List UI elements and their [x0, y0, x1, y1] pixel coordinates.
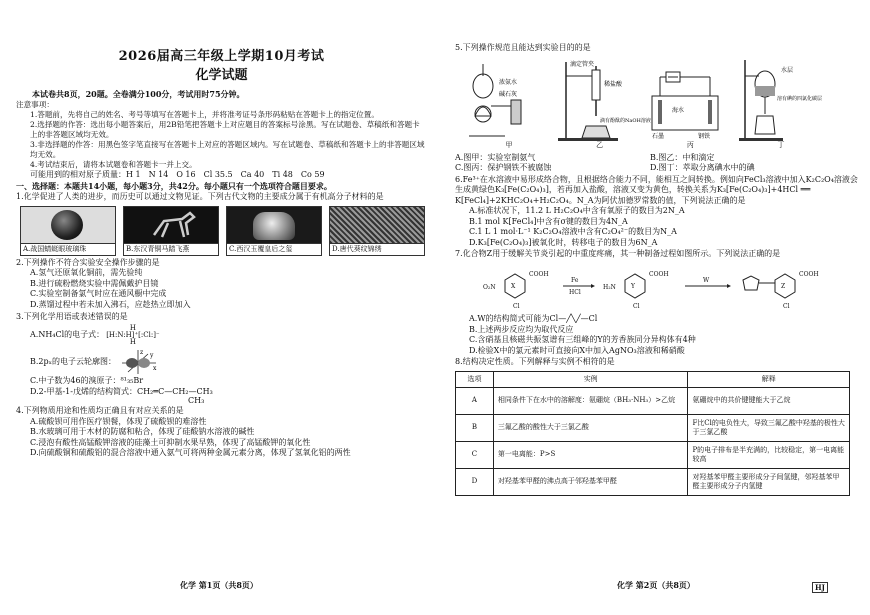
note-1: 1.答题前，先将自己的姓名、考号等填写在答题卡上，并将准考证号条形码粘贴在答题卡上的指定位置。	[30, 109, 379, 119]
svg-text:HCl: HCl	[569, 289, 581, 297]
q2-option-b[interactable]: B.进行硫粉燃烧实验中需佩戴护目镜	[30, 278, 159, 288]
table-row[interactable]: A 相同条件下在水中的溶解度：氨硼烷（BH₃·NH₃）>乙烷 氨硼烷中的共价键键能大于乙烷	[456, 387, 850, 414]
q3-option-d[interactable]: D.2-甲基-1-戊烯的结构简式：CH₂═C—CH₂—CH₃ CH₃	[16, 387, 427, 406]
jade-seal-image	[227, 207, 321, 243]
q1-option-c[interactable]	[226, 206, 322, 256]
axis-x-label: x	[153, 365, 157, 373]
q4-option-b[interactable]: B.水玻璃可用于木材的防腐和粘合，体现了硅酸钠水溶液的碱性	[30, 427, 255, 437]
q8-table-header	[456, 371, 850, 387]
col-header-option: 选项	[456, 371, 494, 387]
svg-text:COOH: COOH	[649, 271, 669, 279]
q2-option-d[interactable]: D.蒸馏过程中若未加入沸石，应趁热立即加入	[30, 300, 191, 310]
svg-text:Cl: Cl	[513, 303, 520, 311]
note-2: 2.选择题的作答：选出每小题答案后，用2B铅笔把答题卡上对应题目的答案标号涂黑。写在试题卷、草稿纸和答题卡上的非答题区域均无效。	[30, 119, 420, 139]
q5-option-d[interactable]: D.图丁：萃取分离碘水中的碘	[650, 163, 755, 173]
q7-stem: 7.化合物Z用于缓解关节炎引起的中重度疼痛，其一种制备过程如图所示。下列说法正确的是	[455, 249, 781, 259]
svg-text:COOH: COOH	[529, 271, 549, 279]
svg-text:W: W	[703, 277, 710, 285]
atomic-masses: 可能用到的相对原子质量：H 1 N 14 O 16 Cl 35.5 Ca 40 Ti 48 Co 59	[30, 169, 325, 179]
bronze-horse-image	[124, 207, 218, 243]
q1-caption-d: D.唐代葵纹锦绣	[330, 243, 424, 255]
q1-option-b[interactable]	[123, 206, 219, 256]
apparatus-ding: 水层 溶有碘的四氯化碳层 丁	[737, 56, 825, 151]
exam-title: 2026届高三年级上学期10月考试	[118, 49, 325, 64]
table-row[interactable]: D 对羟基苯甲醛的沸点高于邻羟基苯甲醛 对羟基苯甲醛主要形成分子间氢键，邻羟基苯甲醛主要形成分子内氢键	[456, 468, 850, 495]
svg-text:X: X	[511, 283, 516, 291]
q8-stem: 8.结构决定性质。下列解释与实例不相符的是	[455, 357, 615, 367]
svg-text:溶有碘的四氯化碳层: 溶有碘的四氯化碳层	[776, 95, 822, 102]
svg-text:H₂N: H₂N	[603, 284, 616, 292]
q6-option-b[interactable]: B.1 mol K[FeCl₄]中含有σ键的数目为4N_A	[469, 216, 628, 226]
svg-text:浓氨水: 浓氨水	[499, 78, 518, 86]
apparatus-bing: 海水 石墨 钢铁 丙	[646, 56, 734, 151]
q4-option-c[interactable]: C.浸泡有酸性高锰酸钾溶液的硅藻土可抑制水果早熟，体现了高锰酸钾的氧化性	[30, 437, 311, 447]
apparatus-yi: 滴定管夹 稀盐酸 滴有酚酞的NaOH溶液 乙	[556, 56, 644, 151]
q2-option-c[interactable]: C.实验室制备氯气时应在通风橱中完成	[30, 289, 167, 299]
svg-text:钢铁: 钢铁	[698, 132, 711, 140]
q7-option-d[interactable]: D.检验X中的氯元素时可直接向X中加入AgNO₃溶液和稀硝酸	[469, 345, 685, 355]
exam-subtitle: 化学试题	[195, 68, 248, 84]
q5-stem: 5.下列操作规范且能达到实验目的的是	[455, 43, 591, 52]
q3-option-b[interactable]: B.2pₓ的电子云轮廓图： z y x	[16, 348, 427, 376]
q1-option-d[interactable]	[329, 206, 425, 256]
col-header-explanation: 解释	[688, 371, 850, 387]
q3-option-c[interactable]: C.中子数为46的溴原子：⁸¹₃₅Br	[30, 376, 144, 386]
page-2-footer: 化学 第2页（共8页）	[617, 580, 695, 590]
q5-option-b[interactable]: B.图乙：中和滴定	[650, 152, 715, 162]
q4-option-a[interactable]: A.硫酸钡可用作医疗钡餐，体现了硫酸钡的难溶性	[30, 416, 207, 426]
q1-option-a[interactable]	[20, 206, 116, 256]
svg-text:Cl: Cl	[783, 303, 790, 311]
note-3: 3.非选择题的作答：用黑色签字笔直接写在答题卡上对应的答题区域内。写在试题卷、草稿纸和答题卡上的非答题区域均无效。	[30, 139, 425, 159]
svg-text:海水: 海水	[672, 106, 685, 114]
section-1-heading: 一、选择题：本题共14小题，每小题3分，共42分。每小题只有一个选项符合题目要求。	[16, 180, 332, 191]
col-header-example: 实例	[493, 371, 688, 387]
brocade-image	[330, 207, 424, 243]
svg-text:O₂N: O₂N	[483, 284, 496, 292]
nh4cl-electron-formula: H [H:N:H]⁺[:Cl:]⁻ H	[106, 323, 160, 346]
q1-stem: 1.化学促进了人类的进步，而历史可以通过文物见证。下列古代文物的主要成分属于有机高分子材料的是	[16, 192, 384, 202]
q7-option-b[interactable]: B.上述两步反应均为取代反应	[469, 324, 574, 334]
table-row[interactable]: C 第一电离能：P>S P的电子排布是半充满的，比较稳定，第一电离能较高	[456, 441, 850, 468]
q3-stem: 3.下列化学用语或表述错误的是	[16, 311, 128, 321]
apparatus-jia: 浓氨水 碱石灰 甲	[465, 56, 553, 151]
axis-y-label: y	[150, 352, 154, 360]
q6-option-a[interactable]: A.标准状况下，11.2 L H₂C₂O₄中含有氧原子的数目为2N_A	[469, 206, 685, 216]
q7-option-c[interactable]: C.含硝基且核磁共振氢谱有三组峰的Y的芳香族同分异构体有4种	[469, 335, 696, 345]
notes-title: 注意事项：	[16, 99, 54, 109]
q6-option-c[interactable]: C.1 L 1 mol·L⁻¹ K₂C₂O₄溶液中含有C₂O₄²⁻的数目为N_A	[469, 227, 677, 237]
q5-options-row-2	[455, 163, 860, 174]
exam-meta: 本试卷共8页，20题。全卷满分100分，考试用时75分钟。	[32, 89, 245, 100]
svg-text:稀盐酸: 稀盐酸	[603, 80, 622, 88]
svg-text:滴有酚酞的NaOH溶液: 滴有酚酞的NaOH溶液	[599, 117, 651, 124]
q5-option-a[interactable]: A.图甲：实验室制氨气	[455, 152, 536, 162]
q4-stem: 4.下列物质用途和性质均正确且有对应关系的是	[16, 406, 184, 416]
q1-images	[20, 206, 425, 256]
q5-option-c[interactable]: C.图丙：保护钢铁不被腐蚀	[455, 163, 552, 173]
axis-z-label: z	[140, 349, 144, 357]
q2-stem: 2.下列操作不符合实验安全操作步骤的是	[16, 257, 160, 267]
right-page	[435, 0, 870, 615]
page-1-footer: 化学 第1页（共8页）	[180, 580, 258, 590]
svg-text:Cl: Cl	[633, 303, 640, 311]
q8-table	[455, 371, 850, 496]
q7-reaction-scheme	[465, 266, 860, 310]
q1-caption-a: A.战国蜻蜓眼玻璃珠	[21, 243, 115, 255]
svg-text:COOH: COOH	[799, 271, 819, 279]
q4-option-d[interactable]: D.向硫酸铜和硫酸铝的混合溶液中通入氨气可将两种金属元素分离，体现了氢氧化铝的两性	[30, 448, 351, 458]
svg-text:水层: 水层	[780, 66, 793, 74]
q2-option-a[interactable]: A.氢气还原氧化铜前，需先验纯	[30, 268, 143, 278]
svg-text:Y: Y	[631, 283, 635, 291]
svg-text:碱石灰: 碱石灰	[499, 90, 518, 98]
q3-d-methyl: CH₃	[188, 396, 205, 406]
table-row[interactable]: B 三氟乙酸的酸性大于三氯乙酸 F比Cl的电负性大，导致三氟乙酸中羟基的极性大于三氯乙酸	[456, 414, 850, 441]
q5-apparatus	[465, 56, 825, 151]
q3-option-a[interactable]: A.NH₄Cl的电子式： H [H:N:H]⁺[:Cl:]⁻ H	[30, 323, 160, 346]
svg-text:石墨: 石墨	[652, 132, 665, 140]
2px-orbital-diagram	[118, 348, 160, 376]
note-4: 4.考试结束后，请将本试题卷和答题卡一并上交。	[30, 159, 197, 169]
svg-text:Fe: Fe	[571, 277, 579, 285]
q7-option-a[interactable]: A.W的结构简式可能为Cl—╱╲╱—Cl	[469, 314, 598, 324]
q6-stem: 6.Fe³⁺在水溶液中易形成络合物，且根据络合能力不同，能相互之间转换。例如向FeCl₃溶液中加入K₂C₂O₄溶液会生成黄绿色K₃[Fe(C₂O₄)₃]，若再加入盐酸，溶液又变为黄色，转换关系为K₃[Fe(C₂O₄)₃]+4HCl ══ K[FeCl₄]+2KHC₂O₄+H₂C₂O₄。N_A为阿伏加德罗常数的值，下列说法正确的是	[455, 174, 858, 205]
q1-caption-b: B.东汉青铜马踏飞燕	[124, 243, 218, 255]
glass-bead-image	[21, 207, 115, 243]
q6-option-d[interactable]: D.K₃[Fe(C₂O₄)₃]被氧化时，转移电子的数目为6N_A	[469, 237, 658, 247]
svg-text:滴定管夹: 滴定管夹	[569, 60, 594, 68]
svg-text:Z: Z	[781, 283, 786, 291]
reaction-scheme-diagram	[465, 266, 855, 310]
exam-code-badge: HJ	[812, 582, 828, 593]
q1-caption-c: C.西汉玉覆皇后之玺	[227, 243, 321, 255]
q5-options-row-1	[455, 153, 860, 164]
